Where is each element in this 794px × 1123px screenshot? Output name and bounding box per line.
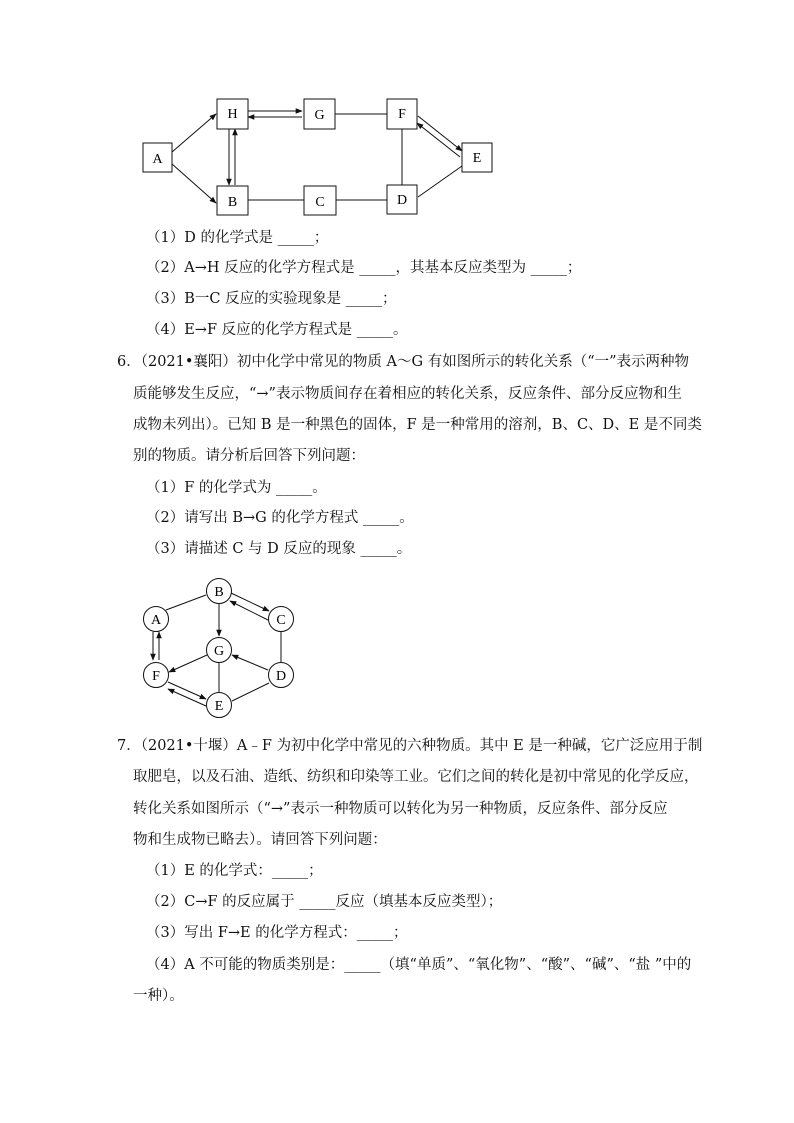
question-1-1: （1）D 的化学式是 _____； xyxy=(146,230,329,246)
node-e-label: E xyxy=(472,151,482,166)
node2-d xyxy=(269,663,294,688)
problem-7-line-1: 7．（2021•十堰）A﹣F 为初中化学中常见的六种物质。其中 E 是一种碱，它广泛应用于制 xyxy=(117,738,703,754)
node-d xyxy=(387,185,417,214)
question-7-1: （1）E 的化学式：_____； xyxy=(146,863,323,879)
problem-6-line-4: 别的物质。请分析后回答下列问题： xyxy=(133,448,365,464)
edge2-f-e xyxy=(168,682,206,699)
node-a-label: A xyxy=(152,152,163,167)
question-1-4: （4）E→F 反应的化学方程式是 _____。 xyxy=(146,322,408,338)
node2-e xyxy=(207,693,232,718)
node2-c xyxy=(269,607,294,632)
node-c xyxy=(304,186,336,215)
question-7-4: （4）A 不可能的物质类别是：_____（填“单质”、“氧化物”、“酸”、“碱”、“盐 ”中的 xyxy=(146,957,692,973)
edge2-b-c xyxy=(231,593,269,611)
node2-b-label: B xyxy=(214,585,224,600)
problem-6-line-1: 6．（2021•襄阳）初中化学中常见的物质 A～G 有如图所示的转化关系（“一”表示两种物 xyxy=(117,354,690,370)
edge2-c-b xyxy=(230,601,268,620)
question-6-2: （2）请写出 B→G 的化学方程式 _____。 xyxy=(146,510,414,526)
edge2-a-b xyxy=(166,595,206,610)
node2-g-label: G xyxy=(213,644,225,659)
question-6-3: （3）请描述 C 与 D 反应的现象 _____。 xyxy=(146,541,412,557)
node-b-label: B xyxy=(227,195,238,210)
edge-f-e xyxy=(418,116,462,151)
node-g xyxy=(304,99,335,129)
node-d-label: D xyxy=(396,193,408,208)
node-h xyxy=(217,99,248,129)
question-1-2: （2）A→H 反应的化学方程式是 _____，其基本反应类型为 _____； xyxy=(146,260,582,276)
edge-a-b xyxy=(172,164,216,203)
node-c-label: C xyxy=(315,195,325,210)
node-a xyxy=(143,143,172,172)
problem-6-line-2: 质能够发生反应，“→”表示物质间存在着相应的转化关系，反应条件、部分反应物和生 xyxy=(133,386,682,402)
node-f xyxy=(387,99,417,129)
node-b xyxy=(217,186,248,215)
question-6-1: （1）F 的化学式为 _____。 xyxy=(146,480,327,496)
edge-a-h xyxy=(172,114,216,152)
problem-6-line-3: 成物未列出）。已知 B 是一种黑色的固体，F 是一种常用的溶剂，B、C、D、E 是不同类 xyxy=(133,417,702,433)
edge2-d-g xyxy=(232,655,268,670)
edge2-e-f xyxy=(168,689,206,706)
question-7-2: （2）C→F 的反应属于 _____反应（填基本反应类型）； xyxy=(146,894,503,910)
node2-e-label: E xyxy=(214,699,224,714)
node2-f-label: F xyxy=(152,669,160,684)
problem-7-line-3: 转化关系如图所示（“→”表示一种物质可以转化为另一种物质，反应条件、部分反应 xyxy=(133,801,668,817)
edge-e-f xyxy=(417,123,460,157)
node2-b xyxy=(207,579,232,604)
node-e xyxy=(462,143,492,172)
reaction-diagram-1 xyxy=(0,0,794,230)
edge-d-e xyxy=(418,166,462,197)
node-f-label: F xyxy=(398,107,406,122)
node2-d-label: D xyxy=(275,669,287,684)
problem-7-line-4: 物和生成物已略去）。请回答下列问题： xyxy=(133,832,387,848)
reaction-diagram-2 xyxy=(0,570,794,720)
edge2-g-f xyxy=(169,655,207,672)
question-7-3: （3）写出 F→E 的化学方程式：_____； xyxy=(146,925,408,941)
node-h-label: H xyxy=(227,107,238,122)
node2-a xyxy=(144,607,169,632)
question-7-4-continued: 一种）。 xyxy=(133,988,184,1004)
edge2-e-d xyxy=(232,683,269,701)
node2-a-label: A xyxy=(150,613,162,628)
node2-c-label: C xyxy=(276,613,286,628)
node2-g xyxy=(207,638,232,663)
question-1-3: （3）B一C 反应的实验现象是 _____； xyxy=(146,291,397,307)
problem-7-line-2: 取肥皂，以及石油、造纸、纺织和印染等工业。它们之间的转化是初中常见的化学反应， xyxy=(133,769,699,785)
node-g-label: G xyxy=(314,108,325,123)
node2-f xyxy=(144,663,169,688)
